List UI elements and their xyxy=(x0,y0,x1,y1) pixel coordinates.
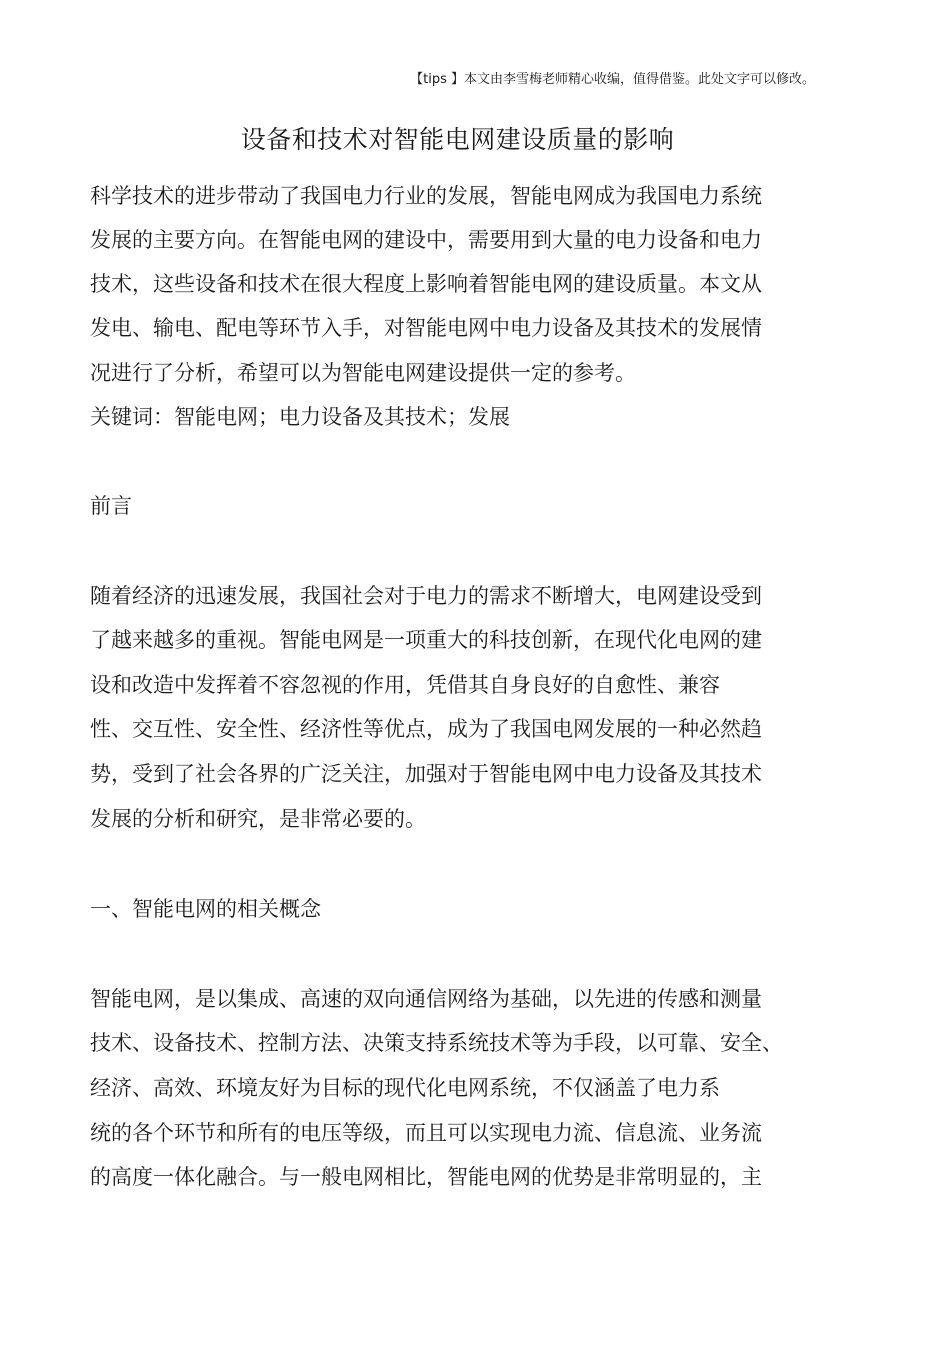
preface-line: 发展的分析和研究，是非常必要的。 xyxy=(90,807,426,831)
abstract-line: 况进行了分析，希望可以为智能电网建设提供一定的参考。 xyxy=(90,361,636,385)
preface-line: 性、交互性、安全性、经济性等优点，成为了我国电网发展的一种必然趋 xyxy=(90,717,762,741)
section-heading: 一、智能电网的相关概念 xyxy=(90,897,321,921)
abstract-line: 发展的主要方向。在智能电网的建设中，需要用到大量的电力设备和电力 xyxy=(90,228,762,252)
section-line: 经济、高效、环境友好为目标的现代化电网系统，不仅涵盖了电力系 xyxy=(90,1076,720,1100)
abstract-line: 技术，这些设备和技术在很大程度上影响着智能电网的建设质量。本文从 xyxy=(90,272,762,296)
preface-heading: 前言 xyxy=(90,494,132,518)
preface-line: 设和改造中发挥着不容忽视的作用，凭借其自身良好的自愈性、兼容 xyxy=(90,673,720,697)
abstract-line: 发电、输电、配电等环节入手，对智能电网中电力设备及其技术的发展情 xyxy=(90,316,762,340)
section-line: 智能电网，是以集成、高速的双向通信网络为基础，以先进的传感和测量 xyxy=(90,987,762,1011)
preface-line: 势，受到了社会各界的广泛关注，加强对于智能电网中电力设备及其技术 xyxy=(90,762,762,786)
preface-line: 随着经济的迅速发展，我国社会对于电力的需求不断增大，电网建设受到 xyxy=(90,584,762,608)
abstract-line: 科学技术的进步带动了我国电力行业的发展，智能电网成为我国电力系统 xyxy=(90,184,762,208)
section-line: 统的各个环节和所有的电压等级，而且可以实现电力流、信息流、业务流 xyxy=(90,1121,762,1145)
keywords-line: 关键词：智能电网；电力设备及其技术；发展 xyxy=(90,405,510,429)
section-line: 技术、设备技术、控制方法、决策支持系统技术等为手段，以可靠、安全、 xyxy=(90,1031,783,1055)
section-line: 的高度一体化融合。与一般电网相比，智能电网的优势是非常明显的，主 xyxy=(90,1165,762,1189)
tips-note: 【tips 】本文由李雪梅老师精心收编，值得借鉴。此处文字可以修改。 xyxy=(410,72,815,87)
document-title: 设备和技术对智能电网建设质量的影响 xyxy=(240,125,675,154)
preface-line: 了越来越多的重视。智能电网是一项重大的科技创新，在现代化电网的建 xyxy=(90,628,762,652)
